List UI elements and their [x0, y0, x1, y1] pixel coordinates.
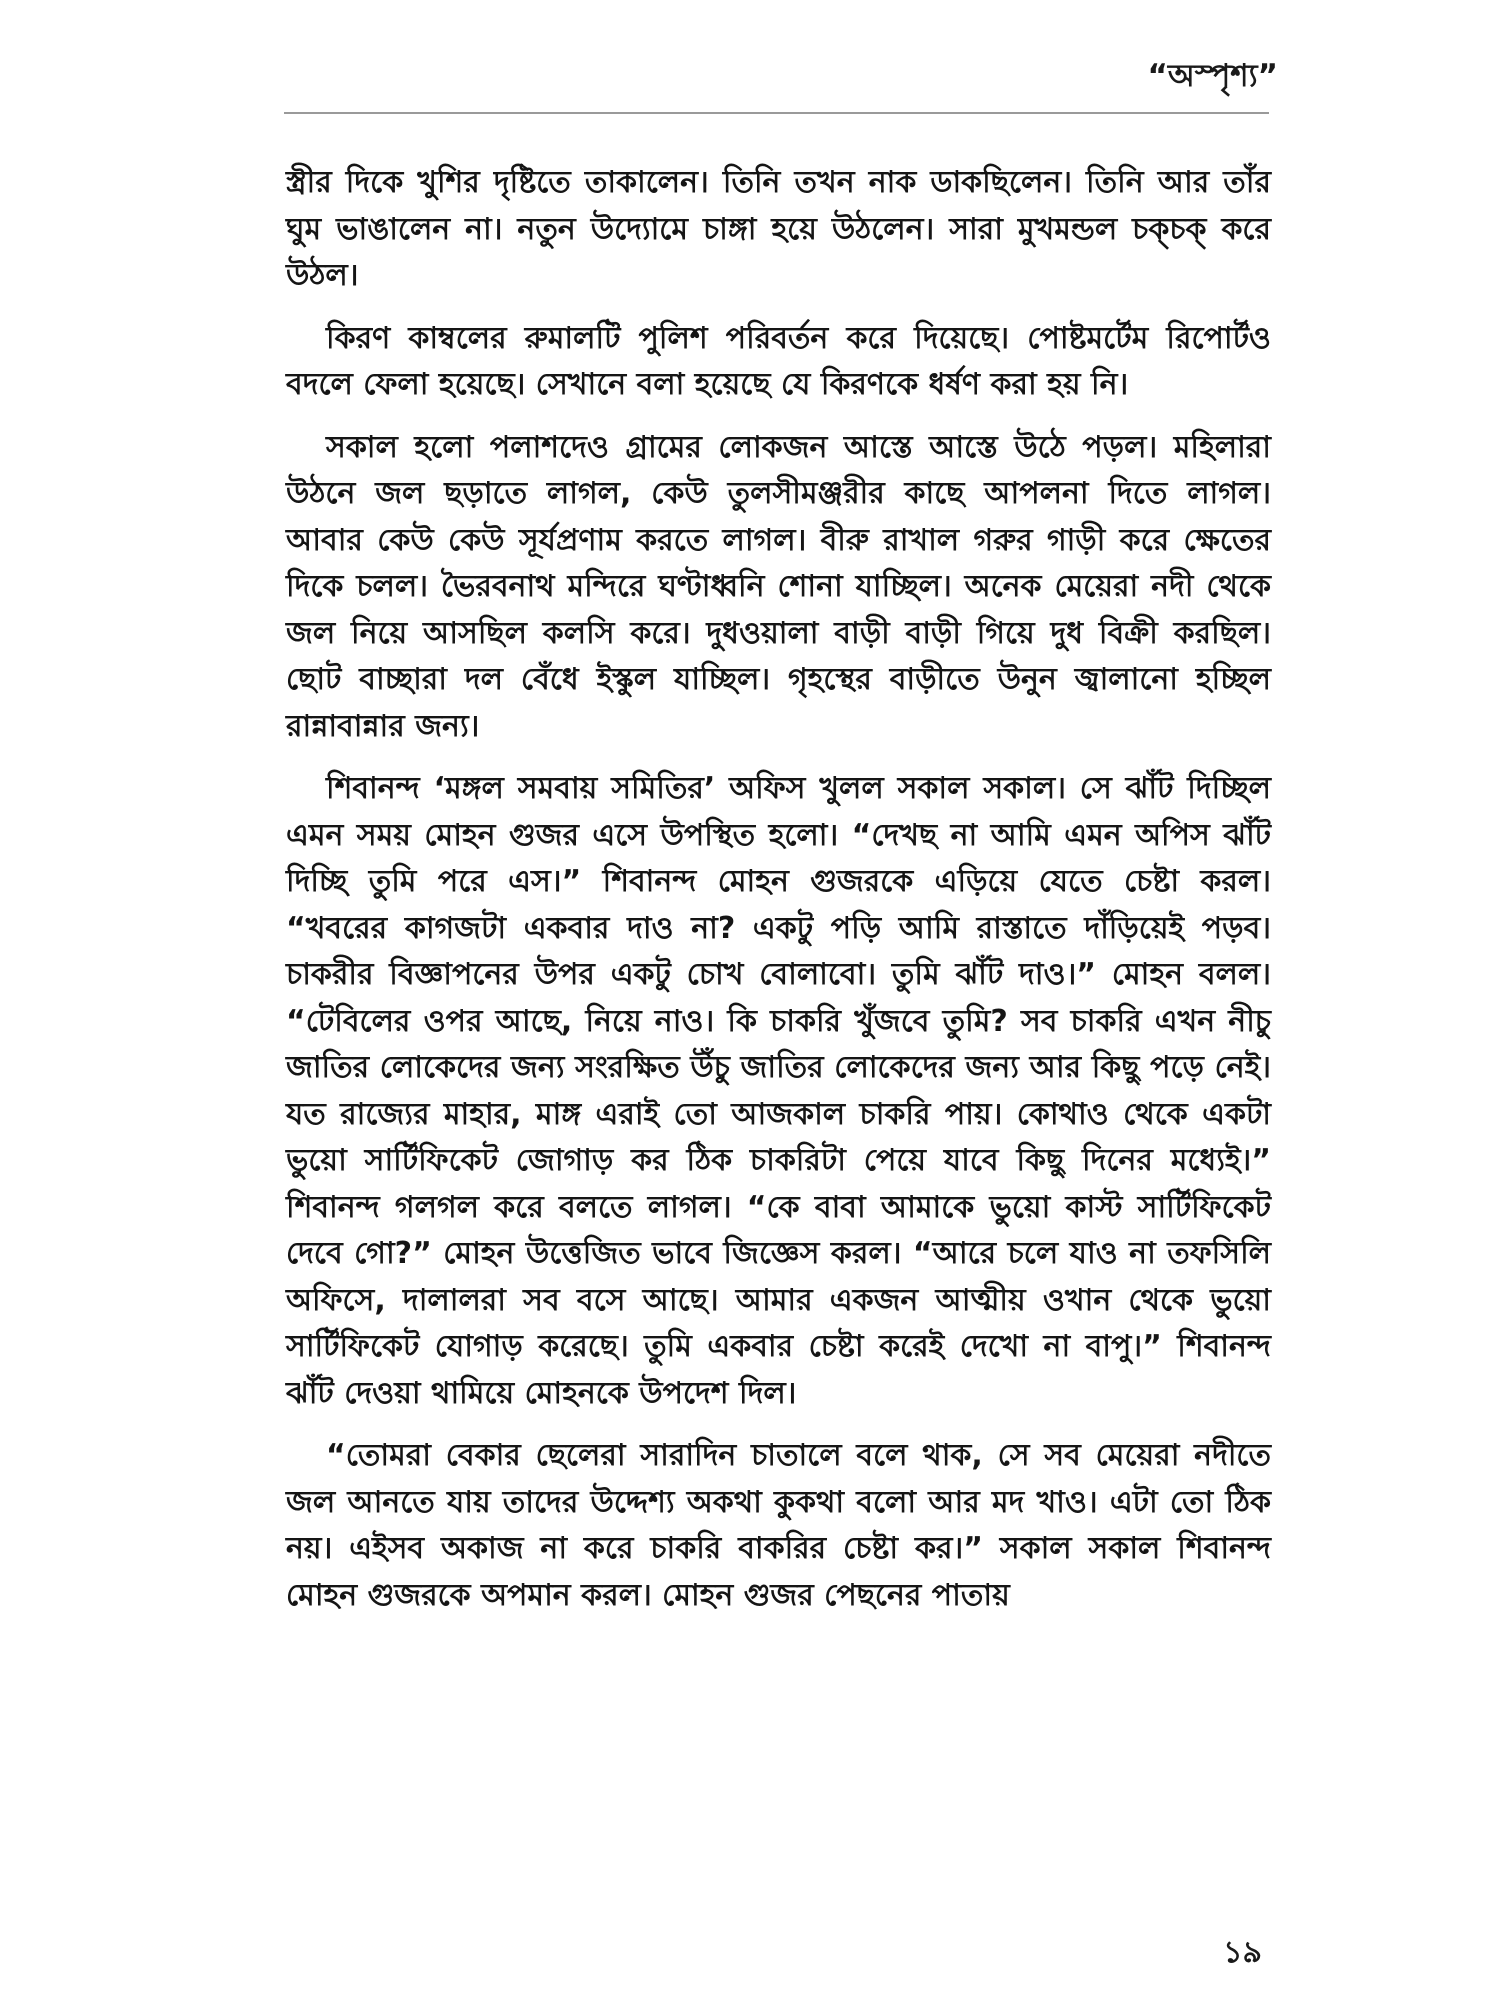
- paragraph-1: স্ত্রীর দিকে খুশির দৃষ্টিতে তাকালেন। তিনি তখন নাক ডাকছিলেন। তিনি আর তাঁর ঘুম ভাঙালেন না। নতুন উদ্যোমে চাঙ্গা হয়ে উঠলেন। সারা মুখমন্ডল চক্চক্ করে উঠল।: [286, 165, 1271, 293]
- paragraph-5: “তোমরা বেকার ছেলেরা সারাদিন চাতালে বলে থাক, সে সব মেয়েরা নদীতে জল আনতে যায় তাদের উদ্দেশ্য অকথা কুকথা বলো আর মদ খাও। এটা তো ঠিক নয়। এইসব অকাজ না করে চাকরি বাকরির চেষ্টা কর।” সকাল সকাল শিবানন্দ মোহন গুজরকে অপমান করল। মোহন গুজর পেছনের পাতায়: [286, 1438, 1271, 1613]
- body-text: [286, 160, 1271, 1635]
- paragraph-3: সকাল হলো পলাশদেও গ্রামের লোকজন আস্তে আস্তে উঠে পড়ল। মহিলারা উঠনে জল ছড়াতে লাগল, কেউ তুলসীমঞ্জরীর কাছে আপলনা দিতে লাগল। আবার কেউ কেউ সূর্যপ্রণাম করতে লাগল। বীরু রাখাল গরুর গাড়ী করে ক্ষেতের দিকে চলল। ভৈরবনাথ মন্দিরে ঘণ্টাধ্বনি শোনা যাচ্ছিল। অনেক মেয়েরা নদী থেকে জল নিয়ে আসছিল কলসি করে। দুধওয়ালা বাড়ী বাড়ী গিয়ে দুধ বিক্রী করছিল। ছোট বাচ্ছারা দল বেঁধে ইস্কুল যাচ্ছিল। গৃহস্থের বাড়ীতে উনুন জ্বালানো হচ্ছিল রান্নাবান্নার জন্য।: [286, 429, 1271, 744]
- running-header-title: “অস্পৃশ্য”: [1147, 58, 1278, 94]
- paragraph-2: কিরণ কাম্বলের রুমালটি পুলিশ পরিবর্তন করে দিয়েছে। পোষ্টমর্টেম রিপোর্টও বদলে ফেলা হয়েছে। সেখানে বলা হয়েছে যে কিরণকে ধর্ষণ করা হয় নি।: [286, 320, 1271, 402]
- header-divider: [284, 112, 1269, 114]
- page-number: ১৯: [1223, 1935, 1262, 1970]
- paragraph-4: শিবানন্দ ‘মঙ্গল সমবায় সমিতির’ অফিস খুলল সকাল সকাল। সে ঝাঁট দিচ্ছিল এমন সময় মোহন গুজর এসে উপস্থিত হলো। “দেখছ না আমি এমন অপিস ঝাঁট দিচ্ছি তুমি পরে এস।” শিবানন্দ মোহন গুজরকে এড়িয়ে যেতে চেষ্টা করল। “খবরের কাগজটা একবার দাও না? একটু পড়ি আমি রাস্তাতে দাঁড়িয়েই পড়ব। চাকরীর বিজ্ঞাপনের উপর একটু চোখ বোলাবো। তুমি ঝাঁট দাও।” মোহন বলল। “টেবিলের ওপর আছে, নিয়ে নাও। কি চাকরি খুঁজবে তুমি? সব চাকরি এখন নীচু জাতির লোকেদের জন্য সংরক্ষিত উঁচু জাতির লোকেদের জন্য আর কিছু পড়ে নেই। যত রাজ্যের মাহার, মাঙ্গ এরাই তো আজকাল চাকরি পায়। কোথাও থেকে একটা ভুয়ো সার্টিফিকেট জোগাড় কর ঠিক চাকরিটা পেয়ে যাবে কিছু দিনের মধ্যেই।” শিবানন্দ গলগল করে বলতে লাগল। “কে বাবা আমাকে ভুয়ো কাস্ট সার্টিফিকেট দেবে গো?” মোহন উত্তেজিত ভাবে জিজ্ঞেস করল। “আরে চলে যাও না তফসিলি অফিসে, দালালরা সব বসে আছে। আমার একজন আত্মীয় ওখান থেকে ভুয়ো সার্টিফিকেট যোগাড় করেছে। তুমি একবার চেষ্টা করেই দেখো না বাপু।” শিবানন্দ ঝাঁট দেওয়া থামিয়ে মোহনকে উপদেশ দিল।: [286, 771, 1271, 1411]
